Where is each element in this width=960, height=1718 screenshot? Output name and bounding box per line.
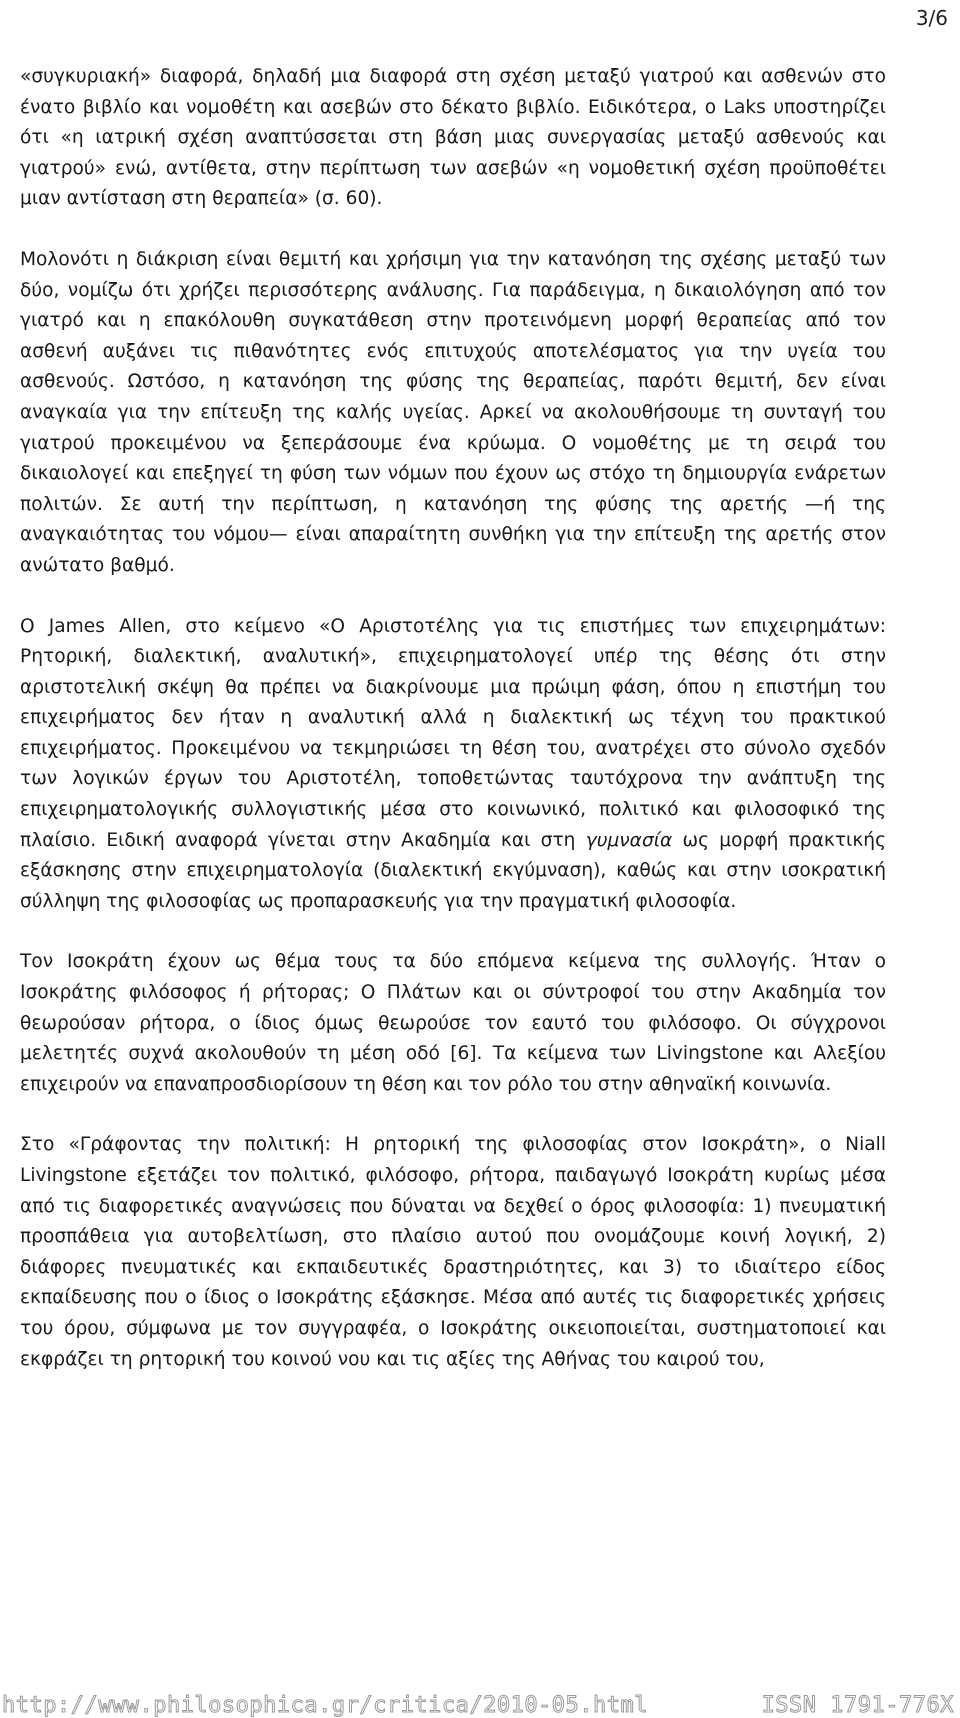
- paragraph-3: [20, 612, 886, 918]
- document-body: [20, 62, 886, 1375]
- paragraph-3-text-end: ως μορφή πρακτικής εξάσκησης στην επιχειρηματολογία (διαλεκτική εκγύμναση), καθώς και στην ισοκρατική σύλληψη της φιλοσοφίας ως προπαρασκευής για την πραγματική φιλοσοφία.: [20, 829, 886, 912]
- page-number: 3/6: [915, 6, 948, 30]
- paragraph-5: Στο «Γράφοντας την πολιτική: Η ρητορική της φιλοσοφίας στον Ισοκράτη», ο Niall Livingstone εξετάζει τον πολιτικό, φιλόσοφο, ρήτορα, παιδαγωγό Ισοκράτη κυρίως μέσα από τις διαφορετικές αναγνώσεις που δύναται να δεχθεί ο όρος φιλοσοφία: 1) πνευματική προσπάθεια για αυτοβελτίωση, στο πλαίσιο αυτού που ονομάζουμε κοινή λογική, 2) διάφορες πνευματικές και εκπαιδευτικές δραστηριότητες, και 3) το ιδιαίτερο είδος εκπαίδευσης που ο ίδιος ο Ισοκράτης εξάσκησε. Μέσα από αυτές τις διαφορετικές χρήσεις του όρου, σύμφωνα με τον συγγραφέα, ο Ισοκράτης οικειοποιείται, συστηματοποιεί και εκφράζει τη ρητορική του κοινού νου και τις αξίες της Αθήνας του καιρού του,: [20, 1134, 886, 1370]
- paragraph-4: Τον Ισοκράτη έχουν ως θέμα τους τα δύο επόμενα κείμενα της συλλογής. Ήταν ο Ισοκράτης φιλόσοφος ή ρήτορας; Ο Πλάτων και οι σύντροφοί του στην Ακαδημία τον θεωρούσαν ρήτορα, ο ίδιος όμως θεωρούσε τον εαυτό του φιλόσοφο. Οι σύγχρονοι μελετητές συχνά ακολουθούν τη μέση οδό [6]. Τα κείμενα των Livingstone και Αλεξίου επιχειρούν να επαναπροσδιορίσουν τη θέση και τον ρόλο του στην αθηναϊκή κοινωνία.: [20, 951, 886, 1095]
- paragraph-3-text-start: Ο James Allen, στο κείμενο «Ο Αριστοτέλης για τις επιστήμες των επιχειρημάτων: Ρητορική, διαλεκτική, αναλυτική», επιχειρηματολογεί υπέρ της θέσης ότι στην αριστοτελική σκέψη θα πρέπει να διακρίνουμε μια πρώιμη φάση, όπου η επιστήμη του επιχειρήματος δεν ήταν η αναλυτική αλλά η διαλεκτική ως τέχνη του πρακτικού επιχειρήματος. Προκειμένου να τεκμηριώσει τη θέση του, ανατρέχει στο σύνολο σχεδόν των λογικών έργων του Αριστοτέλη, τοποθετώντας ταυτόχρονα την ανάπτυξη της επιχειρηματολογικής συλλογιστικής μέσα στο κοινωνικό, πολιτικό και φιλοσοφικό της πλαίσιο. Ειδική αναφορά γίνεται στην Ακαδημία και στη: [20, 615, 886, 851]
- paragraph-1: «συγκυριακή» διαφορά, δηλαδή μια διαφορά στη σχέση μεταξύ γιατρού και ασθενών στο ένατο βιβλίο και νομοθέτη και ασεβών στο δέκατο βιβλίο. Ειδικότερα, ο Laks υποστηρίζει ότι «η ιατρική σχέση αναπτύσσεται στη βάση μιας συνεργασίας μεταξύ ασθενούς και γιατρού» ενώ, αντίθετα, στην περίπτωση των ασεβών «η νομοθετική σχέση προϋποθέτει μιαν αντίσταση στη θεραπεία» (σ. 60).: [20, 66, 886, 210]
- page-footer: [0, 1686, 960, 1718]
- footer-issn: ISSN 1791-776X: [761, 1693, 954, 1718]
- paragraph-3-italic-term: γυμνασία: [585, 829, 673, 851]
- footer-url-link[interactable]: http://www.philosophica.gr/critica/2010-05.html: [2, 1693, 649, 1718]
- paragraph-2: Μολονότι η διάκριση είναι θεμιτή και χρήσιμη για την κατανόηση της σχέσης μεταξύ των δύο, νομίζω ότι χρήζει περισσότερης ανάλυσης. Για παράδειγμα, η δικαιολόγηση από τον γιατρό και η επακόλουθη συγκατάθεση στην προτεινόμενη μορφή θεραπείας από τον ασθενή αυξάνει τις πιθανότητες ενός επιτυχούς αποτελέσματος για την υγεία του ασθενούς. Ωστόσο, η κατανόηση της φύσης της θεραπείας, παρότι θεμιτή, δεν είναι αναγκαία για την επίτευξη της καλής υγείας. Αρκεί να ακολουθήσουμε τη συνταγή του γιατρού προκειμένου να ξεπεράσουμε ένα κρύωμα. Ο νομοθέτης με τη σειρά του δικαιολογεί και επεξηγεί τη φύση των νόμων που έχουν ως στόχο τη δημιουργία ενάρετων πολιτών. Σε αυτή την περίπτωση, η κατανόηση της φύσης της αρετής —ή της αναγκαιότητας του νόμου— είναι απαραίτητη συνθήκη για την επίτευξη της αρετής στον ανώτατο βαθμό.: [20, 248, 886, 576]
